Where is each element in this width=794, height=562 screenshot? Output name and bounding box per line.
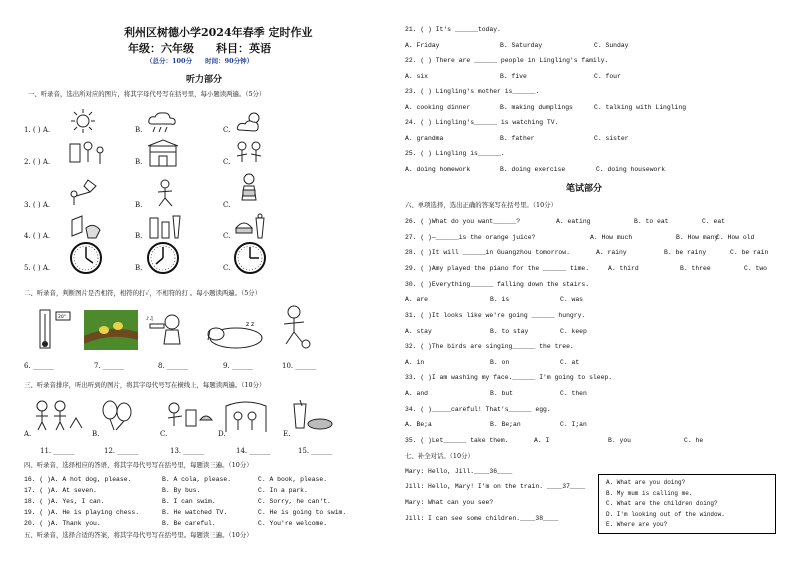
- option-b: B. to stay: [490, 328, 529, 335]
- option-c: C. In a park.: [258, 487, 308, 494]
- cloud-sun-icon: [236, 110, 264, 136]
- question-34: 34. ( )_____careful! That's______ egg.: [405, 406, 551, 413]
- option-b: B. My mum is calling me.: [606, 489, 693, 497]
- option-c: C. be rain: [730, 249, 769, 256]
- option-c: C. doing housework: [596, 166, 666, 173]
- option-a: A. rainy: [596, 249, 627, 256]
- option-c: C. four: [594, 73, 621, 80]
- option-a-label: A.: [24, 430, 32, 438]
- balloons-icon: [100, 400, 136, 430]
- option-c: C. Sunday: [594, 42, 629, 49]
- svg-text:z z: z z: [246, 321, 255, 328]
- question-33: 33. ( )I am washing my face.______ I'm going to sleep.: [405, 374, 613, 381]
- answer-blank-12[interactable]: 12. ______: [104, 447, 139, 455]
- clock-icon: [69, 241, 103, 275]
- sun-icon: [70, 108, 96, 134]
- option-c: C. then: [560, 390, 587, 397]
- thermometer-icon: [36, 308, 76, 352]
- option-b: B. By bus.: [162, 487, 201, 494]
- kite-boy-icon: [66, 178, 100, 208]
- option-c-label: C.: [223, 158, 231, 166]
- option-c: C. eat: [702, 218, 726, 225]
- dialog-line-4: Jill: I can see some children.____38____: [405, 515, 559, 522]
- question-16: 16. ( )A. A hot dog, please.: [24, 476, 132, 483]
- option-a: A. cooking dinner: [405, 104, 471, 111]
- boy-running-icon: [150, 178, 180, 210]
- svg-text:♪♫: ♪♫: [146, 316, 154, 322]
- option-b: B. Be;an: [490, 421, 521, 428]
- question-17: 17. ( )A. At seven.: [24, 487, 97, 494]
- children-playing-icon: [232, 138, 266, 170]
- option-a: A. six: [405, 73, 429, 80]
- answer-blank-15[interactable]: 15. ______: [298, 447, 333, 455]
- option-c: C. he: [684, 437, 704, 444]
- question-29: 29. ( )Amy played the piano for the ______ time.: [405, 265, 590, 272]
- option-e: E. Where are you?: [606, 521, 668, 528]
- option-c: C. What are the children doing?: [606, 500, 718, 507]
- option-d-label: D.: [218, 430, 226, 438]
- birds-on-tree-icon: [84, 310, 138, 350]
- section2-instruction: 二、听录音，判断图片是否相符，相符的打✓，不相符的打 。每小题读两遍。（5分）: [24, 289, 262, 297]
- option-b: B. How many: [676, 234, 719, 241]
- exam-title: 利州区树德小学2024年春季 定时作业: [124, 26, 313, 39]
- building-icon: [146, 138, 180, 170]
- option-b: B. on: [490, 359, 510, 366]
- option-b: B. but: [490, 390, 514, 397]
- option-b: B. to eat: [634, 218, 669, 225]
- question-19: 19. ( )A. He is playing chess.: [24, 509, 140, 516]
- answer-blank-13[interactable]: 13. ______: [170, 447, 205, 455]
- svg-text:20°: 20°: [58, 315, 66, 320]
- option-a: A. eating: [556, 218, 591, 225]
- boy-reading-icon: [234, 172, 264, 208]
- option-b: B. I can swim.: [162, 498, 216, 505]
- answer-blank-7[interactable]: 7. ______: [94, 362, 124, 370]
- drink-sandwich-icon: [290, 400, 334, 434]
- option-c: C. I;an: [560, 421, 587, 428]
- sleeping-dog-icon: [206, 318, 266, 350]
- option-b: B. be rainy: [664, 249, 707, 256]
- question-31: 31. ( )It looks like we're going ______ hungry.: [405, 312, 586, 319]
- option-b: B. He watched TV.: [162, 509, 228, 516]
- option-b-label: B.: [92, 430, 100, 438]
- option-b: B. doing exercise: [500, 166, 566, 173]
- option-c: C. at: [560, 359, 580, 366]
- option-a: A. Friday: [405, 42, 440, 49]
- question-28: 28. ( )It will ______in Guangzhou tomorrow.: [405, 249, 570, 256]
- option-a: A. grandma: [405, 135, 444, 142]
- gate-kids-icon: [222, 398, 270, 434]
- boy-football-icon: [276, 304, 312, 350]
- option-c: C. A book, please.: [258, 476, 328, 483]
- option-b: B. Be careful.: [162, 520, 216, 527]
- option-b: B. three: [680, 265, 711, 272]
- question-18: 18. ( )A. Yes, I can.: [24, 498, 105, 505]
- question-23: 23. ( ) Lingling's mother is______.: [405, 88, 540, 95]
- option-c: C. You're welcome.: [258, 520, 328, 527]
- question-20: 20. ( )A. Thank you.: [24, 520, 101, 527]
- answer-blank-8[interactable]: 8. ______: [158, 362, 188, 370]
- option-c: C. He is going to swim.: [258, 509, 347, 516]
- option-c: C. How old: [716, 234, 755, 241]
- family-picture-icon: [68, 138, 108, 170]
- girl-trumpet-icon: [146, 312, 186, 348]
- section3-instruction: 三、听录音排序，听出听到的图片，将其字母代号写在横线上，每题读两遍。（10分）: [24, 381, 266, 389]
- options-box: [598, 474, 776, 534]
- option-c-label: C.: [223, 126, 231, 134]
- option-a: A. and: [405, 390, 429, 397]
- option-b-label: B.: [135, 201, 143, 209]
- question-32: 32. ( )The birds are singing______ the tree.: [405, 343, 574, 350]
- dialog-line-2: Jill: Hello, Mary! I'm on the train. ____37____: [405, 483, 586, 490]
- option-a: A. doing homework: [405, 166, 471, 173]
- option-c: C. was: [560, 296, 584, 303]
- option-b-label: B.: [135, 232, 143, 240]
- clock-icon: [146, 241, 180, 275]
- question-27: 27. ( )—______is the orange juice?: [405, 234, 536, 241]
- option-b: B. making dumplings: [500, 104, 573, 111]
- question-26: 26. ( )What do you want______?: [405, 218, 521, 225]
- option-c: C. keep: [560, 328, 587, 335]
- option-c: C. two: [744, 265, 768, 272]
- option-a: A. Be;a: [405, 421, 432, 428]
- section4-instruction: 四、听录音，选择相应的答语，将其字母代号写在括号里，每题读三遍。（10分）: [24, 461, 253, 469]
- dialog-line-3: Mary: What can you see?: [405, 499, 494, 506]
- question-30: 30. ( )Everything______ falling down the stairs.: [405, 281, 590, 288]
- burger-drink-icon: [232, 212, 268, 242]
- dialog-line-1: Mary: Hello, Jill.____36____: [405, 468, 513, 475]
- option-a: A. I: [534, 437, 550, 444]
- option-b: B. A cola, please.: [162, 476, 232, 483]
- kids-walking-icon: [32, 398, 84, 432]
- option-b-label: B.: [135, 264, 143, 272]
- answer-blank-9[interactable]: 9. ______: [223, 362, 253, 370]
- listening-part-title: 听力部分: [186, 75, 223, 85]
- option-c: C. sister: [594, 135, 629, 142]
- rain-cloud-icon: [146, 110, 178, 136]
- question-21: 21. ( ) It's ______today.: [405, 26, 501, 33]
- writing-part-title: 笔试部分: [566, 184, 603, 194]
- option-e-label: E.: [283, 430, 291, 438]
- section1-instruction: 一、听录音，选出所对应的图片，将其字母代号写在括号里，每小题读两遍。（5分）: [28, 90, 266, 98]
- answer-blank-14[interactable]: 14. ______: [236, 447, 271, 455]
- row-number: 5. ( ) A.: [24, 264, 51, 272]
- option-a: A. are: [405, 296, 429, 303]
- question-22: 22. ( ) There are ______ people in Lingling's family.: [405, 57, 609, 64]
- food-icon: [68, 212, 102, 242]
- option-a: A. What are you doing?: [606, 479, 686, 486]
- option-c-label: C.: [223, 201, 231, 209]
- option-b: B. you: [608, 437, 632, 444]
- question-35: 35. ( )Let______ take them.: [405, 437, 509, 444]
- question-25: 25. ( ) Lingling is______.: [405, 150, 505, 157]
- question-24: 24. ( ) Lingling's______ is watching TV.: [405, 119, 559, 126]
- answer-blank-11[interactable]: 11. ______: [40, 447, 75, 455]
- option-c: C. Sorry, he can't.: [258, 498, 331, 505]
- cola-hamburger-icon: [164, 400, 214, 432]
- clock-icon: [233, 241, 267, 275]
- answer-blank-10[interactable]: 10. ______: [282, 362, 317, 370]
- section6-instruction: 六、单项选择，选出正确的答案写在括号里。（10分）: [405, 201, 557, 209]
- grade-subject: 年级：六年级 科目：英语: [128, 42, 271, 55]
- option-b: B. Saturday: [500, 42, 543, 49]
- section5-instruction: 五、听录音，选择合适的答案，将其字母代号写在括号里。每题读三遍。（10分）: [24, 531, 253, 539]
- option-a: A. stay: [405, 328, 432, 335]
- option-c-label: C.: [160, 430, 168, 438]
- option-a: A. How much: [590, 234, 633, 241]
- row-number: 3. ( ) A.: [24, 201, 51, 209]
- option-b: B. is: [490, 296, 510, 303]
- section7-instruction: 七、补全对话。（10分）: [405, 452, 474, 460]
- row-number: 1. ( ) A.: [24, 126, 51, 134]
- option-c-label: C.: [223, 232, 231, 240]
- answer-blank-6[interactable]: 6. ______: [24, 362, 54, 370]
- drinks-icon: [146, 212, 182, 242]
- option-d: D. I'm looking out of the window.: [606, 510, 725, 518]
- option-c-label: C.: [223, 264, 231, 272]
- option-b-label: B.: [135, 158, 143, 166]
- option-b-label: B.: [135, 126, 143, 134]
- option-b: B. father: [500, 135, 535, 142]
- score-time: （总分：100分 时间：90分钟）: [146, 57, 254, 65]
- option-a: A. third: [608, 265, 639, 272]
- row-number: 4. ( ) A.: [24, 232, 51, 240]
- option-a: A. in: [405, 359, 425, 366]
- row-number: 2. ( ) A.: [24, 158, 51, 166]
- option-b: B. five: [500, 73, 527, 80]
- option-c: C. talking with Lingling: [594, 104, 687, 111]
